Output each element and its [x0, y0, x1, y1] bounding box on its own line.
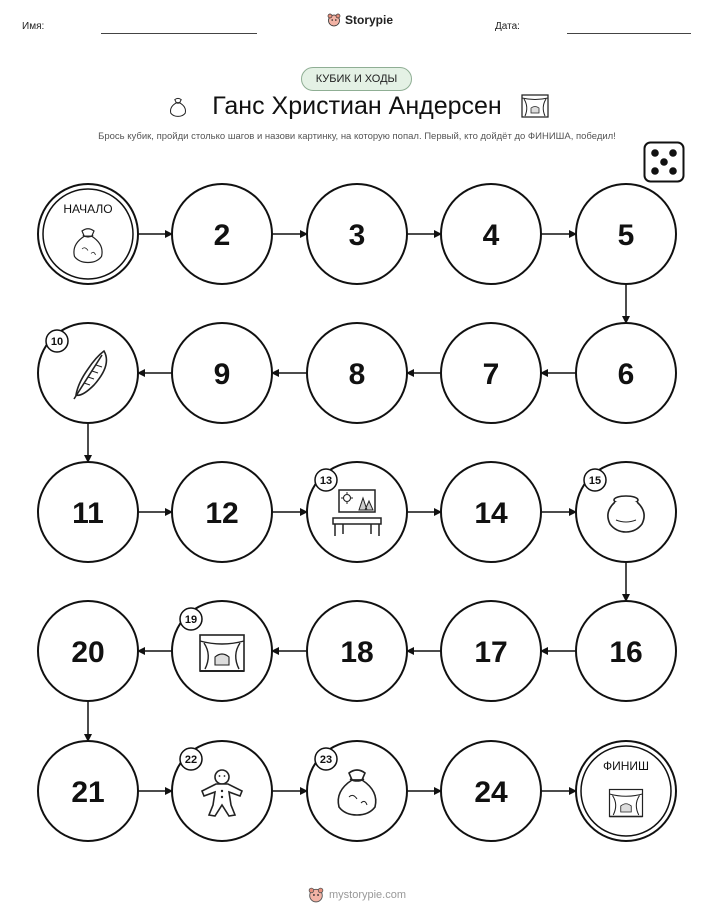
start-cell[interactable] [38, 184, 138, 284]
board-cell-24[interactable] [441, 741, 541, 841]
cell-number: 4 [482, 219, 500, 252]
board-cell-12[interactable] [172, 462, 272, 562]
cell-number: 2 [213, 219, 231, 252]
cell-number: 3 [348, 219, 366, 252]
instructions: Брось кубик, пройди столько шагов и назови картинку, на которую попал. Первый, кто дойдёт до ФИНИША, победил! [98, 131, 616, 142]
date-label: Дата: [495, 21, 520, 32]
footer-url[interactable]: mystorypie.com [328, 889, 407, 901]
brand-name: Storypie [345, 13, 394, 27]
stage-curtain-icon [610, 790, 643, 817]
cell-number: 13 [319, 475, 333, 487]
board-cell-11[interactable] [38, 462, 138, 562]
storypie-mascot-icon [308, 887, 324, 903]
cell-number: 20 [71, 636, 105, 669]
cell-number: 15 [588, 475, 602, 487]
board-cell-15[interactable] [576, 462, 676, 562]
cell-number: 17 [474, 636, 508, 669]
board-cell-18[interactable] [307, 601, 407, 701]
cell-number: 12 [205, 497, 239, 530]
cell-number: 6 [617, 358, 635, 391]
cell-number: 24 [474, 776, 508, 809]
cell-number: 10 [50, 336, 64, 348]
cell-number: 19 [184, 614, 198, 626]
board-cell-14[interactable] [441, 462, 541, 562]
cell-number: 16 [609, 636, 643, 669]
board-cell-19[interactable] [172, 601, 272, 701]
cell-number: 21 [71, 776, 105, 809]
board-cell-7[interactable] [441, 323, 541, 423]
board-cell-8[interactable] [307, 323, 407, 423]
board-cell-13[interactable] [307, 462, 407, 562]
board-cell-16[interactable] [576, 601, 676, 701]
cell-number: 14 [474, 497, 508, 530]
board-cell-20[interactable] [38, 601, 138, 701]
board-cell-5[interactable] [576, 184, 676, 284]
board-cell-2[interactable] [172, 184, 272, 284]
board-cell-10[interactable] [38, 323, 138, 423]
board-cell-17[interactable] [441, 601, 541, 701]
board-cell-6[interactable] [576, 323, 676, 423]
cell-number: 8 [348, 358, 366, 391]
cell-number: 18 [340, 636, 374, 669]
finish-cell[interactable] [576, 741, 676, 841]
page-title: Ганс Христиан Андерсен [212, 92, 502, 120]
finish-label: ФИНИШ [602, 759, 650, 773]
start-label: НАЧАЛО [63, 202, 113, 216]
cell-number: 5 [617, 219, 635, 252]
board-cell-21[interactable] [38, 741, 138, 841]
cell-number: 7 [482, 358, 500, 391]
game-type-badge: КУБИК И ХОДЫ [301, 67, 412, 91]
board-cell-23[interactable] [307, 741, 407, 841]
name-label: Имя: [22, 21, 45, 32]
board-cell-3[interactable] [307, 184, 407, 284]
stage-curtain-icon [200, 635, 244, 671]
cell-number: 22 [184, 754, 198, 766]
cell-number: 23 [319, 754, 333, 766]
cell-number: 9 [213, 358, 231, 391]
cell-number: 11 [72, 497, 104, 530]
board-cell-9[interactable] [172, 323, 272, 423]
footer [0, 887, 714, 903]
board-cell-22[interactable] [172, 741, 272, 841]
board-cell-4[interactable] [441, 184, 541, 284]
